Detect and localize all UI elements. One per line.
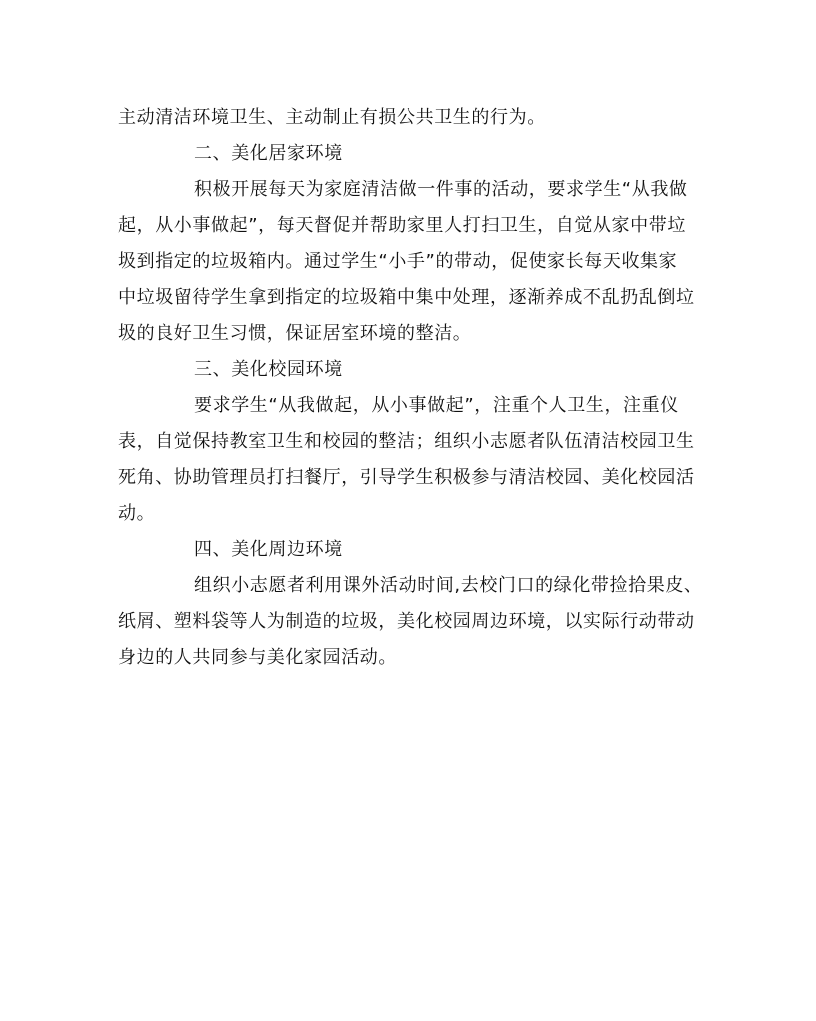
paragraph-line: 要求学生“从我做起，从小事做起”，注重个人卫生，注重仪 (194, 395, 679, 416)
paragraph-line: 动。 (118, 503, 156, 524)
paragraph-line: 表，自觉保持教室卫生和校园的整洁；组织小志愿者队伍清洁校园卫生 (118, 431, 695, 452)
paragraph-line: 组织小志愿者利用课外活动时间,去校门口的绿化带捡拾果皮、 (194, 575, 703, 596)
section-heading-home-environment: 二、美化居家环境 (194, 143, 343, 164)
paragraph-line: 身边的人共同参与美化家园活动。 (118, 647, 397, 668)
paragraph-line: 纸屑、塑料袋等人为制造的垃圾，美化校园周边环境，以实际行动带动 (118, 611, 695, 632)
section-heading-campus-environment: 三、美化校园环境 (194, 359, 343, 380)
paragraph-line: 积极开展每天为家庭清洁做一件事的活动，要求学生“从我做 (194, 179, 688, 200)
section-heading-surrounding-environment: 四、美化周边环境 (194, 539, 343, 560)
paragraph-line: 圾的良好卫生习惯，保证居室环境的整洁。 (118, 323, 472, 344)
paragraph-line: 起，从小事做起”，每天督促并帮助家里人打扫卫生，自觉从家中带垃 (118, 215, 686, 236)
paragraph-line: 圾到指定的垃圾箱内。通过学生“小手”的带动，促使家长每天收集家 (118, 251, 678, 272)
document-body (118, 100, 703, 676)
paragraph-line: 中垃圾留待学生拿到指定的垃圾箱中集中处理，逐渐养成不乱扔乱倒垃 (118, 287, 695, 308)
paragraph-line: 主动清洁环境卫生、主动制止有损公共卫生的行为。 (118, 107, 546, 128)
paragraph-line: 死角、协助管理员打扫餐厅，引导学生积极参与清洁校园、美化校园活 (118, 467, 695, 488)
